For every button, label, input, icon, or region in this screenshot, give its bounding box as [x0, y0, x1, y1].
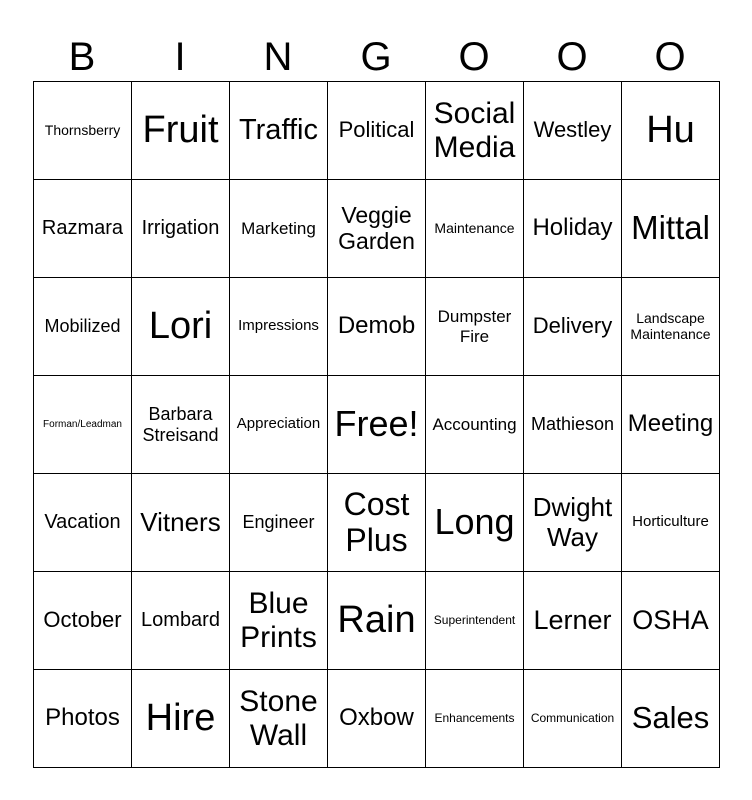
- bingo-cell-2-2[interactable]: Irrigation: [132, 180, 230, 278]
- bingo-cell-4-2[interactable]: Barbara Streisand: [132, 376, 230, 474]
- board-row-4: [34, 376, 720, 474]
- bingo-cell-3-2[interactable]: Lori: [132, 278, 230, 376]
- bingo-cell-1-1[interactable]: Thornsberry: [34, 82, 132, 180]
- bingo-cell-1-4[interactable]: Political: [328, 82, 426, 180]
- bingo-cell-5-2[interactable]: Vitners: [132, 474, 230, 572]
- bingo-cell-1-7[interactable]: Hu: [622, 82, 720, 180]
- bingo-cell-3-5[interactable]: Dumpster Fire: [426, 278, 524, 376]
- bingo-cell-7-3[interactable]: Stone Wall: [230, 670, 328, 768]
- header-letter-o3: O: [654, 35, 686, 79]
- bingo-cell-4-3[interactable]: Appreciation: [230, 376, 328, 474]
- bingo-cell-5-4[interactable]: Cost Plus: [328, 474, 426, 572]
- bingo-cell-2-4[interactable]: Veggie Garden: [328, 180, 426, 278]
- header-letter-n: N: [263, 35, 293, 79]
- bingo-cell-4-5[interactable]: Accounting: [426, 376, 524, 474]
- bingo-cell-7-1[interactable]: Photos: [34, 670, 132, 768]
- bingo-cell-4-6[interactable]: Mathieson: [524, 376, 622, 474]
- header-letter-g: G: [360, 35, 392, 79]
- bingo-cell-1-3[interactable]: Traffic: [230, 82, 328, 180]
- bingo-cell-1-2[interactable]: Fruit: [132, 82, 230, 180]
- bingo-cell-2-1[interactable]: Razmara: [34, 180, 132, 278]
- bingo-cell-6-4[interactable]: Rain: [328, 572, 426, 670]
- header-letter-b: B: [68, 35, 96, 79]
- bingo-cell-3-4[interactable]: Demob: [328, 278, 426, 376]
- bingo-cell-5-7[interactable]: Horticulture: [622, 474, 720, 572]
- bingo-board: [33, 81, 720, 768]
- bingo-cell-4-1[interactable]: Forman/Leadman: [34, 376, 132, 474]
- bingo-cell-3-7[interactable]: Landscape Maintenance: [622, 278, 720, 376]
- bingo-cell-6-6[interactable]: Lerner: [524, 572, 622, 670]
- bingo-cell-6-3[interactable]: Blue Prints: [230, 572, 328, 670]
- bingo-cell-2-6[interactable]: Holiday: [524, 180, 622, 278]
- bingo-cell-4-4[interactable]: Free!: [328, 376, 426, 474]
- board-row-6: [34, 572, 720, 670]
- header-letter-i: I: [174, 35, 186, 79]
- bingo-cell-2-5[interactable]: Maintenance: [426, 180, 524, 278]
- bingo-cell-3-6[interactable]: Delivery: [524, 278, 622, 376]
- bingo-cell-3-3[interactable]: Impressions: [230, 278, 328, 376]
- bingo-cell-7-6[interactable]: Communication: [524, 670, 622, 768]
- board-row-1: [34, 82, 720, 180]
- bingo-cell-6-7[interactable]: OSHA: [622, 572, 720, 670]
- board-row-7: [34, 670, 720, 768]
- bingo-cell-6-1[interactable]: October: [34, 572, 132, 670]
- bingo-cell-5-1[interactable]: Vacation: [34, 474, 132, 572]
- header-letter-o2: O: [556, 35, 588, 79]
- bingo-cell-7-7[interactable]: Sales: [622, 670, 720, 768]
- board-row-5: [34, 474, 720, 572]
- header-letter-o1: O: [458, 35, 490, 79]
- bingo-cell-3-1[interactable]: Mobilized: [34, 278, 132, 376]
- bingo-cell-6-5[interactable]: Superintendent: [426, 572, 524, 670]
- bingo-cell-5-6[interactable]: Dwight Way: [524, 474, 622, 572]
- bingo-header: [33, 34, 719, 80]
- bingo-cell-7-4[interactable]: Oxbow: [328, 670, 426, 768]
- bingo-cell-7-2[interactable]: Hire: [132, 670, 230, 768]
- bingo-cell-2-7[interactable]: Mittal: [622, 180, 720, 278]
- board-row-3: [34, 278, 720, 376]
- bingo-cell-4-7[interactable]: Meeting: [622, 376, 720, 474]
- bingo-cell-6-2[interactable]: Lombard: [132, 572, 230, 670]
- bingo-cell-5-5[interactable]: Long: [426, 474, 524, 572]
- bingo-cell-5-3[interactable]: Engineer: [230, 474, 328, 572]
- bingo-cell-7-5[interactable]: Enhancements: [426, 670, 524, 768]
- bingo-cell-1-5[interactable]: Social Media: [426, 82, 524, 180]
- bingo-cell-2-3[interactable]: Marketing: [230, 180, 328, 278]
- board-row-2: [34, 180, 720, 278]
- bingo-cell-1-6[interactable]: Westley: [524, 82, 622, 180]
